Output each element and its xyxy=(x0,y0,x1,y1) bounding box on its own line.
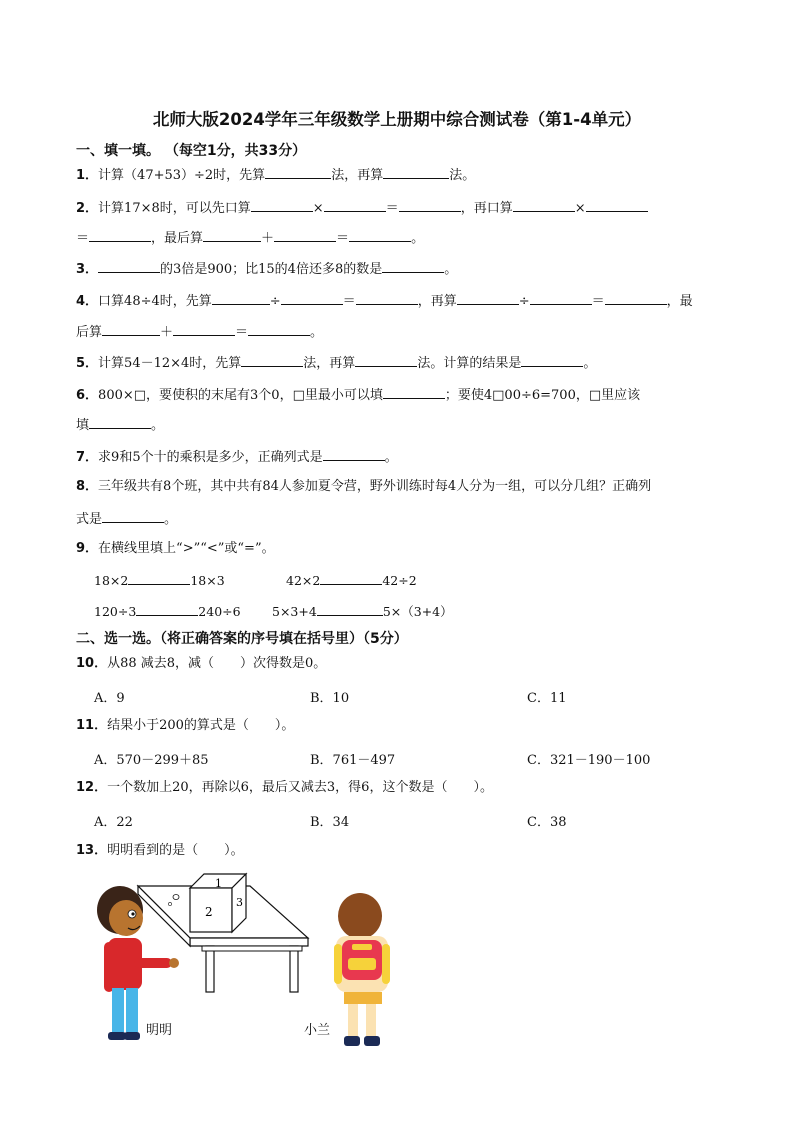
question-11 xyxy=(76,717,294,735)
operator: ＝ xyxy=(235,325,249,340)
question-text: 法，再算 xyxy=(331,168,384,183)
expression: 42×2 xyxy=(286,573,321,588)
question-text: 口算48÷4时，先算 xyxy=(98,294,212,309)
question-text: 明明看到的是（ ）。 xyxy=(107,843,244,858)
question-number: 3． xyxy=(76,262,99,277)
comparison-item xyxy=(272,602,453,620)
answer-blank[interactable] xyxy=(274,228,336,242)
expression: 240÷6 xyxy=(198,604,241,619)
answer-blank[interactable] xyxy=(399,198,461,212)
comparison-item xyxy=(94,602,241,619)
operator: ＝ xyxy=(591,294,605,309)
question-text: 。 xyxy=(164,512,178,527)
answer-blank[interactable] xyxy=(382,259,444,273)
operator: ＝ xyxy=(336,231,350,246)
label-xiaolan: 小兰 xyxy=(304,1023,331,1038)
question-number: 1． xyxy=(76,168,99,183)
question-text: 法，再算 xyxy=(303,356,356,371)
question-text: 后算 xyxy=(76,325,103,340)
section-heading-choice: 二、选一选。（将正确答案的序号填在括号里）（5分） xyxy=(76,631,408,647)
option-a[interactable]: A．570－299＋85 xyxy=(94,753,209,768)
question-number: 12． xyxy=(76,780,108,795)
answer-blank[interactable] xyxy=(102,509,164,523)
answer-blank[interactable] xyxy=(356,291,418,305)
expression: 18×2 xyxy=(94,573,129,588)
question-text: 。 xyxy=(411,231,425,246)
expression: 5×3+4 xyxy=(272,604,317,619)
page-title: 北师大版2024学年三年级数学上册期中综合测试卷（第1-4单元） xyxy=(152,110,642,129)
question-text: ，再口算 xyxy=(460,201,513,216)
question-9 xyxy=(76,540,275,558)
answer-blank[interactable] xyxy=(102,322,160,336)
question-13 xyxy=(76,842,244,860)
option-b[interactable]: B．34 xyxy=(310,815,350,830)
question-text: 的3倍是900；比15的4倍还多8的数是 xyxy=(160,262,383,277)
answer-blank[interactable] xyxy=(203,228,261,242)
expression: 120÷3 xyxy=(94,604,137,619)
operator: × xyxy=(312,201,324,216)
question-4-line2 xyxy=(76,322,323,342)
answer-blank[interactable] xyxy=(89,415,151,429)
question-number: 11． xyxy=(76,718,108,733)
answer-blank[interactable] xyxy=(323,447,385,461)
option-c[interactable]: C．38 xyxy=(527,815,567,830)
expression: 42÷2 xyxy=(382,573,417,588)
option-c[interactable]: C．321－190－100 xyxy=(527,753,651,768)
answer-blank[interactable] xyxy=(281,291,343,305)
question-number: 6． xyxy=(76,388,99,403)
question-text: 计算（47+53）÷2时，先算 xyxy=(98,168,266,183)
question-text: ，再算 xyxy=(417,294,457,309)
operator: ＝ xyxy=(76,231,90,246)
question-3 xyxy=(76,259,457,279)
answer-blank[interactable] xyxy=(128,571,190,585)
question-text: 三年级共有8个班，其中共有84人参加夏令营，野外训练时每4人分为一组，可以分几组？正确列 xyxy=(98,479,652,494)
answer-blank[interactable] xyxy=(605,291,667,305)
option-a[interactable]: A．22 xyxy=(94,815,133,830)
question-text: 。 xyxy=(310,325,324,340)
question-text: 式是 xyxy=(76,512,103,527)
answer-blank[interactable] xyxy=(355,353,417,367)
option-a[interactable]: A．9 xyxy=(94,691,125,706)
question-text: 800×□，要使积的末尾有3个0，□里最小可以填 xyxy=(98,388,383,403)
operator: ＋ xyxy=(261,231,275,246)
answer-blank[interactable] xyxy=(513,198,575,212)
answer-blank[interactable] xyxy=(173,322,235,336)
question-text: 。 xyxy=(384,450,398,465)
question-12 xyxy=(76,779,493,797)
operator: ＋ xyxy=(160,325,174,340)
cube-icon xyxy=(190,874,246,932)
question-text: 法。计算的结果是 xyxy=(417,356,522,371)
question-text: 结果小于200的算式是（ ）。 xyxy=(107,718,295,733)
option-c[interactable]: C．11 xyxy=(527,691,567,706)
question-number: 4． xyxy=(76,294,99,309)
answer-blank[interactable] xyxy=(98,259,160,273)
question-text: 求9和5个十的乘积是多少，正确列式是 xyxy=(98,450,323,465)
operator: × xyxy=(574,201,586,216)
question-text: 在横线里填上“>”“<”或“=”。 xyxy=(98,541,275,556)
answer-blank[interactable] xyxy=(265,165,331,179)
answer-blank[interactable] xyxy=(383,165,449,179)
question-text: 填 xyxy=(76,418,90,433)
question-number: 9． xyxy=(76,541,99,556)
cube-face-front: 2 xyxy=(205,905,213,919)
label-mingming: 明明 xyxy=(146,1023,173,1038)
answer-blank[interactable] xyxy=(89,228,151,242)
question-text: 计算17×8时，可以先口算 xyxy=(98,201,251,216)
option-b[interactable]: B．10 xyxy=(310,691,350,706)
answer-blank[interactable] xyxy=(383,385,445,399)
question-text: 从88 减去8，减（ ）次得数是0。 xyxy=(107,656,327,671)
question-text: 。 xyxy=(583,356,597,371)
cube-face-top: 1 xyxy=(215,877,222,890)
answer-blank[interactable] xyxy=(248,322,310,336)
option-b[interactable]: B．761－497 xyxy=(310,753,396,768)
answer-blank[interactable] xyxy=(241,353,303,367)
question-2 xyxy=(76,198,648,218)
question-6-line2 xyxy=(76,415,164,435)
question-number: 7． xyxy=(76,450,99,465)
operator: ＝ xyxy=(385,201,399,216)
question-13-illustration xyxy=(90,866,420,1056)
question-8-line2 xyxy=(76,509,177,529)
answer-blank[interactable] xyxy=(521,353,583,367)
question-text: 。 xyxy=(444,262,458,277)
operator: ＝ xyxy=(342,294,356,309)
section-heading-fill: 一、填一填。 （每空1分，共33分） xyxy=(76,143,307,159)
answer-blank[interactable] xyxy=(317,602,383,616)
operator: ÷ xyxy=(518,294,530,309)
operator: ÷ xyxy=(269,294,281,309)
cube-face-side: 3 xyxy=(236,896,243,909)
question-text: ，最 xyxy=(666,294,693,309)
question-text: 一个数加上20，再除以6，最后又减去3，得6，这个数是（ ）。 xyxy=(107,780,493,795)
answer-blank[interactable] xyxy=(457,291,519,305)
question-text: 法。 xyxy=(449,168,476,183)
question-1 xyxy=(76,165,475,185)
question-number: 10． xyxy=(76,656,108,671)
answer-blank[interactable] xyxy=(530,291,592,305)
question-text: ；要使4□00÷6=700，□里应该 xyxy=(444,388,641,403)
question-text: 计算54－12×4时，先算 xyxy=(98,356,242,371)
answer-blank[interactable] xyxy=(212,291,270,305)
answer-blank[interactable] xyxy=(586,198,648,212)
question-6 xyxy=(76,385,640,405)
question-number: 5． xyxy=(76,356,99,371)
question-5 xyxy=(76,353,596,373)
question-7 xyxy=(76,447,398,467)
expression: 18×3 xyxy=(190,573,225,588)
question-number: 2． xyxy=(76,201,99,216)
question-8 xyxy=(76,478,651,496)
question-text: 。 xyxy=(151,418,165,433)
expression: 5×（3+4） xyxy=(382,604,453,619)
question-4 xyxy=(76,291,693,311)
question-number: 13． xyxy=(76,843,108,858)
question-number: 8． xyxy=(76,479,99,494)
question-10 xyxy=(76,655,326,673)
comparison-item xyxy=(286,571,417,588)
girl-xiaolan-icon xyxy=(334,893,390,1046)
question-text: ，最后算 xyxy=(151,231,204,246)
question-2-line2 xyxy=(76,228,424,248)
comparison-item xyxy=(94,571,225,588)
answer-blank[interactable] xyxy=(251,198,313,212)
answer-blank[interactable] xyxy=(349,228,411,242)
answer-blank[interactable] xyxy=(324,198,386,212)
answer-blank[interactable] xyxy=(320,571,382,585)
answer-blank[interactable] xyxy=(136,602,198,616)
